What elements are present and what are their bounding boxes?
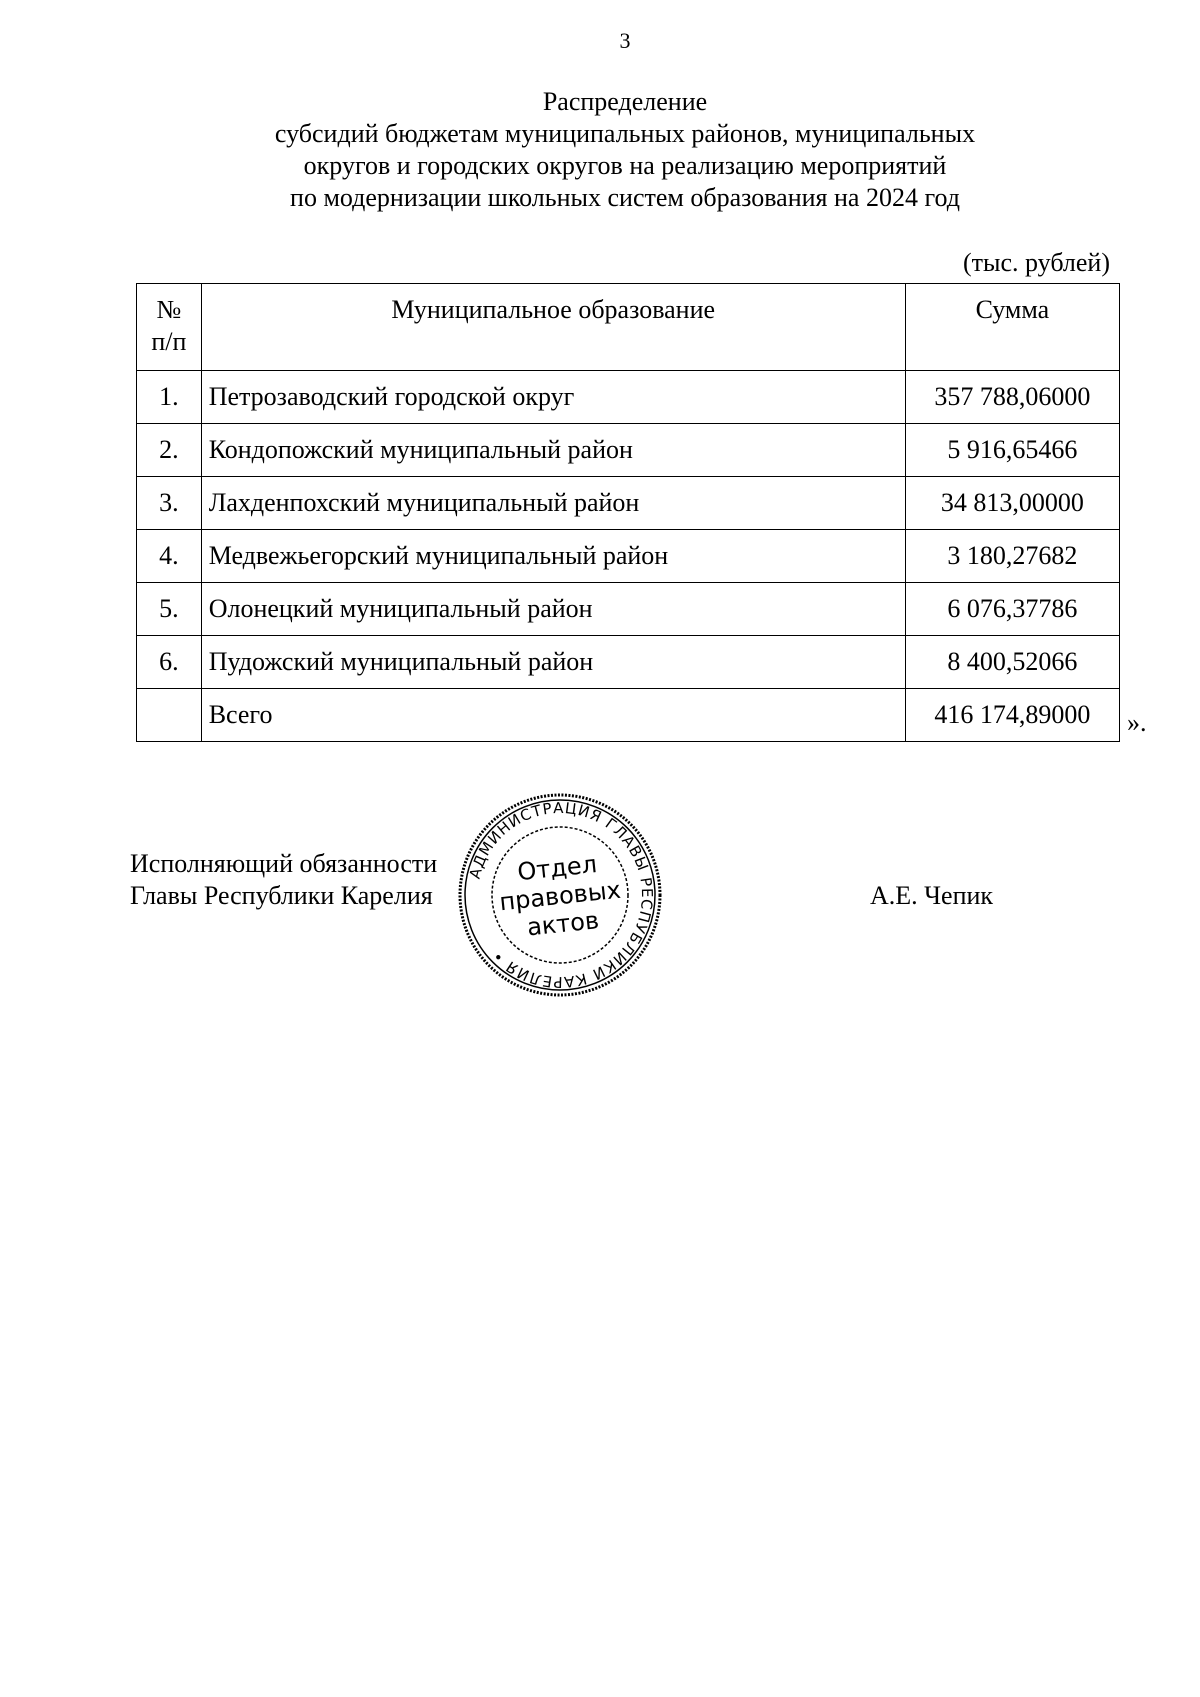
row-name: Лахденпохский муниципальный район	[201, 477, 905, 530]
header-sum: Сумма	[905, 284, 1119, 371]
table-row	[137, 424, 1120, 477]
table-row	[137, 371, 1120, 424]
stamp-ring-text: АДМИНИСТРАЦИЯ ГЛАВЫ РЕСПУБЛИКИ КАРЕЛИЯ •	[465, 798, 657, 992]
table-header-row	[137, 284, 1120, 371]
row-num: 2.	[137, 424, 202, 477]
header-num	[137, 284, 202, 371]
title-line-2: субсидий бюджетам муниципальных районов, муниципальных	[274, 119, 976, 148]
page-number: 3	[619, 28, 631, 53]
header-name: Муниципальное образование	[201, 284, 905, 371]
row-name: Кондопожский муниципальный район	[201, 424, 905, 477]
table-row	[137, 477, 1120, 530]
closing-quote: ».	[1127, 708, 1147, 737]
document-title	[0, 86, 1200, 214]
row-name: Петрозаводский городской округ	[201, 371, 905, 424]
row-num: 5.	[137, 583, 202, 636]
total-sum: 416 174,89000	[905, 689, 1119, 742]
signatory-name: А.Е. Чепик	[870, 881, 994, 910]
signatory-position	[130, 848, 437, 912]
row-sum: 357 788,06000	[905, 371, 1119, 424]
position-line-2: Главы Республики Карелия	[130, 881, 433, 910]
row-sum: 6 076,37786	[905, 583, 1119, 636]
distribution-table	[136, 283, 1120, 742]
row-sum: 8 400,52066	[905, 636, 1119, 689]
position-line-1: Исполняющий обязанности	[130, 849, 438, 878]
row-num: 4.	[137, 530, 202, 583]
total-name: Всего	[201, 689, 905, 742]
title-line-4: по модернизации школьных систем образования на 2024 год	[290, 183, 960, 212]
row-name: Олонецкий муниципальный район	[201, 583, 905, 636]
table-total-row	[137, 689, 1120, 742]
title-line-1: Распределение	[542, 87, 708, 116]
row-sum: 3 180,27682	[905, 530, 1119, 583]
row-sum: 5 916,65466	[905, 424, 1119, 477]
stamp-center-line-3: актов	[525, 906, 601, 942]
title-line-3: округов и городских округов на реализацию мероприятий	[303, 151, 947, 180]
row-num: 6.	[137, 636, 202, 689]
table-row	[137, 636, 1120, 689]
header-num-line-1: №	[156, 295, 182, 324]
row-num: 3.	[137, 477, 202, 530]
row-name: Пудожский муниципальный район	[201, 636, 905, 689]
table-row	[137, 583, 1120, 636]
row-name: Медвежьегорский муниципальный район	[201, 530, 905, 583]
table-row	[137, 530, 1120, 583]
units-label: (тыс. рублей)	[962, 248, 1110, 277]
total-num	[137, 689, 202, 742]
official-stamp	[455, 790, 665, 1000]
stamp-center-line-2: правовых	[498, 875, 623, 917]
header-num-line-2: п/п	[151, 327, 187, 356]
row-sum: 34 813,00000	[905, 477, 1119, 530]
stamp-center-line-1: Отдел	[516, 850, 599, 887]
row-num: 1.	[137, 371, 202, 424]
